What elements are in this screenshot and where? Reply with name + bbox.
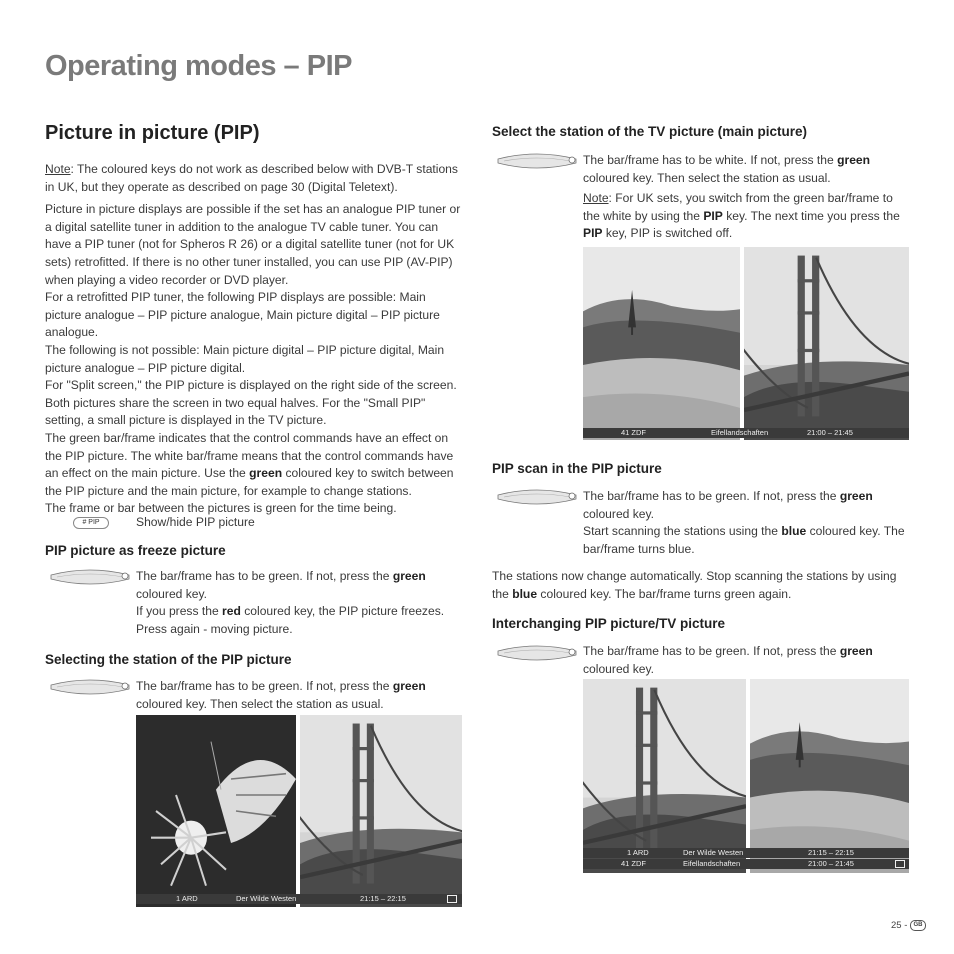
para-5-green: green: [249, 466, 283, 481]
osd-pip-indicator: [895, 860, 905, 868]
para-3: The following is not possible: Main picture digital – PIP picture digital, Main picture analogue – PIP picture digital.: [45, 342, 445, 375]
osd-time: 21:00 – 21:45: [808, 859, 854, 868]
osd-channel: 41 ZDF: [621, 859, 647, 868]
para-1: Picture in picture displays are possible if the set has an analogue PIP tuner or a digital satellite tuner in addition to the analogue TV cable tuner. You can have a PIP tuner (not for Spheros R 26) or a digital satellite tuner (not for UK sets) retrofitted. If there is no other tuner installed, you can use PIP (AV-PIP) when playing a video recorder or DVD player.: [45, 202, 461, 287]
pip-key-icon: # PIP: [73, 517, 109, 529]
remote-control-icon: [496, 488, 578, 508]
page-footer: [891, 920, 926, 931]
para-6: The frame or bar between the pictures is green for the time being.: [45, 501, 397, 516]
landscape-picture: [750, 679, 909, 873]
para-5: [45, 430, 463, 500]
osd-time: 21:15 – 22:15: [808, 848, 854, 857]
osd-time: 21:00 – 21:45: [807, 428, 853, 437]
select-tv-text: The bar/frame has to be white. If not, press the green coloured key. Then select the station as usual. Note: For UK sets, you switch from the green bar/frame to the white by using the PIP key. The next time you press the PIP key, PIP is switched off.: [583, 153, 900, 241]
pip-key-desc: Show/hide PIP picture: [136, 515, 255, 529]
scan-paragraph: The stations now change automatically. Stop scanning the stations by using the blue coloured key. The bar/frame turns green again.: [492, 569, 897, 601]
tv-screen-select-pip: [136, 715, 462, 907]
osd-bar: [136, 894, 462, 904]
page-title: Operating modes – PIP: [45, 50, 352, 82]
scan-heading: PIP scan in the PIP picture: [492, 461, 662, 476]
osd-bar: [583, 428, 909, 438]
remote-control-icon: [49, 568, 131, 588]
osd-channel: 1 ARD: [176, 894, 198, 903]
freeze-text: The bar/frame has to be green. If not, press the green coloured key. If you press the red coloured key, the PIP picture freezes. Press again - moving picture.: [136, 569, 445, 636]
intro-text: [45, 161, 463, 518]
osd-program: Der Wilde Westen: [683, 848, 744, 857]
osd-time: 21:15 – 22:15: [360, 894, 406, 903]
remote-control-icon: [496, 644, 578, 664]
interchange-heading: Interchanging PIP picture/TV picture: [492, 616, 726, 631]
language-badge: GB: [910, 920, 926, 931]
para-2: For a retrofitted PIP tuner, the following PIP displays are possible: Main picture analogue – PIP picture analogue, Main picture digital – PIP picture analogue.: [45, 290, 440, 340]
osd-pip-indicator: [447, 895, 457, 903]
select-pip-heading: Selecting the station of the PIP picture: [45, 652, 292, 667]
note-text: : The coloured keys do not work as described below with DVB-T stations in UK, but they operate as described on page 30 (Digital Teletext).: [45, 162, 458, 194]
para-4: For "Split screen," the PIP picture is displayed on the right side of the screen. Both pictures share the screen in two equal halves. For the "Small PIP" setting, a small picture is displayed in the TV picture.: [45, 378, 457, 428]
pip-key-label: PIP: [88, 519, 100, 526]
osd-program: Der Wilde Westen: [236, 894, 297, 903]
note-label: Note: [45, 162, 71, 176]
tv-screen-interchange: [583, 679, 909, 873]
osd-channel: 41 ZDF: [621, 428, 647, 437]
select-pip-text: The bar/frame has to be green. If not, press the green coloured key. Then select the station as usual.: [136, 679, 426, 711]
tv-screen-select-tv: [583, 247, 909, 440]
select-tv-heading: Select the station of the TV picture (main picture): [492, 124, 808, 139]
bridge-picture: [744, 247, 909, 440]
landscape-picture: [583, 247, 740, 440]
osd-bar-main: [583, 848, 909, 858]
para-5-a: The green bar/frame indicates that the control commands have an effect on the PIP picture. The white bar/frame means that the control commands have an effect on the main picture. Use the: [45, 430, 454, 481]
scan-text: The bar/frame has to be green. If not, press the green coloured key. Start scanning the stations using the blue coloured key. The bar/frame turns blue.: [583, 489, 905, 556]
bridge-picture: [300, 715, 462, 907]
osd-channel: 1 ARD: [627, 848, 649, 857]
remote-control-icon: [49, 678, 131, 698]
butterfly-picture: [136, 715, 296, 907]
osd-program: Eifellandschaften: [683, 859, 741, 868]
freeze-heading: PIP picture as freeze picture: [45, 543, 226, 558]
remote-control-icon: [496, 152, 578, 172]
page-number: 25 -: [890, 920, 908, 932]
para-5-c: coloured key to switch between the PIP picture and the main picture, for example to change stations.: [45, 466, 454, 498]
osd-bar-pip: [583, 859, 909, 869]
osd-program: Eifellandschaften: [711, 428, 769, 437]
section-heading-pip: Picture in picture (PIP): [45, 122, 260, 144]
interchange-text: The bar/frame has to be green. If not, press the green coloured key.: [583, 644, 873, 676]
intro-note: [45, 161, 463, 196]
bridge-picture: [583, 679, 746, 873]
